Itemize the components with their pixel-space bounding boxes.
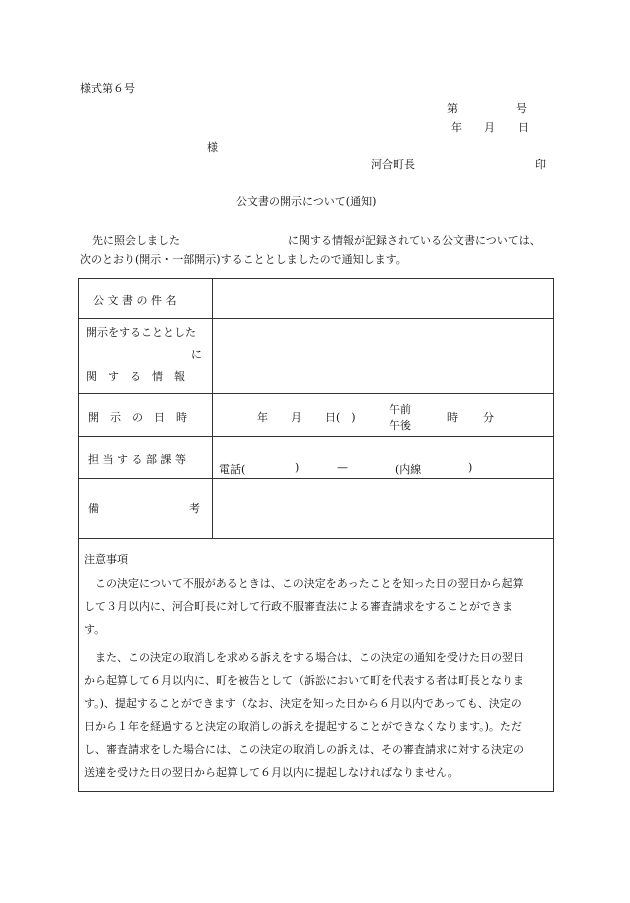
datetime-minute: 分	[483, 411, 494, 424]
row-disclosure-datetime	[79, 394, 553, 437]
notes-p2-line2: から起算して６月以内に、町を被告として（訴訟において町を代表する者は町長となりま	[84, 674, 524, 687]
phone-paren-close: )	[295, 461, 300, 474]
label-disclosure-datetime: 開 示 の 日 時	[88, 411, 187, 424]
notes-p2-line3: す。)、提起することができます（なお、決定を知った日から６月以内であっても、決定の	[84, 697, 522, 710]
intro-text-line2: 次のとおり(開示・一部開示)することとしましたので通知します。	[80, 253, 407, 266]
label-remarks-b: 考	[189, 502, 200, 515]
row-label-cell	[79, 279, 213, 318]
date-month: 月	[484, 121, 495, 134]
notes-p2-line4: 日から１年を経過すると決定の取消しの訴えを提起することができなくなります。)。ただ	[84, 720, 522, 733]
row-label-cell	[79, 479, 213, 538]
row-disclosed-info	[79, 319, 553, 394]
intro-text-a: 先に照会しました	[92, 234, 180, 247]
datetime-month: 月	[291, 411, 302, 424]
label-document-name: 公 文 書 の 件 名	[93, 294, 177, 307]
phone-label: 電話(	[219, 463, 246, 476]
extension-label: (内線	[395, 463, 422, 476]
row-label-cell	[79, 394, 213, 436]
addressee-suffix: 様	[207, 141, 218, 154]
document-title: 公文書の開示について(通知)	[236, 195, 377, 208]
extension-paren-close: )	[468, 461, 473, 474]
row-document-name	[79, 279, 553, 319]
datetime-day: 日( )	[325, 411, 356, 424]
disclosure-form-table	[78, 278, 554, 792]
label-disclosed-info-l1: 開示をすることとした	[86, 326, 196, 339]
date-day: 日	[518, 121, 529, 134]
number-suffix: 号	[516, 102, 527, 115]
form-number: 様式第６号	[80, 82, 135, 95]
datetime-am: 午前	[389, 403, 411, 416]
label-disclosed-info-l2: に	[191, 348, 202, 361]
notes-p2-line5: し、審査請求をした場合には、この決定の取消しの訴えは、その審査請求に対する決定の	[84, 743, 524, 756]
date-year: 年	[451, 121, 462, 134]
datetime-year: 年	[257, 411, 268, 424]
datetime-hour: 時	[447, 411, 458, 424]
notes-heading: 注意事項	[84, 553, 128, 566]
seal-mark: 印	[535, 158, 546, 171]
issuer-title: 河合町長	[371, 158, 415, 171]
notes-p2-line1: また、この決定の取消しを求める訴えをする場合は、この決定の通知を受けた日の翌日	[95, 651, 524, 664]
row-remarks	[79, 479, 553, 539]
number-prefix: 第	[447, 102, 458, 115]
label-disclosed-info-l3: 関 す る 情 報	[86, 370, 185, 383]
notes-p1-line2: して３月以内に、河合町長に対して行政不服審査法による審査請求をすることができま	[84, 600, 513, 613]
datetime-pm: 午後	[389, 419, 411, 432]
notes-p1-line3: す。	[84, 623, 106, 636]
row-department	[79, 437, 553, 479]
label-department: 担 当 す る 部 課 等	[88, 453, 186, 466]
notes-p2-line6: 送達を受けた日の翌日から起算して６月以内に提起しなければなりません。	[84, 766, 459, 779]
intro-text-b: に関する情報が記録されている公文書については、	[288, 234, 541, 247]
phone-dash: —	[337, 461, 348, 474]
row-label-cell	[79, 437, 213, 478]
label-remarks-a: 備	[88, 502, 99, 515]
notes-section	[79, 539, 553, 791]
notes-p1-line1: この決定について不服があるときは、この決定をあったことを知った日の翌日から起算	[95, 577, 524, 590]
row-label-cell	[79, 319, 213, 393]
